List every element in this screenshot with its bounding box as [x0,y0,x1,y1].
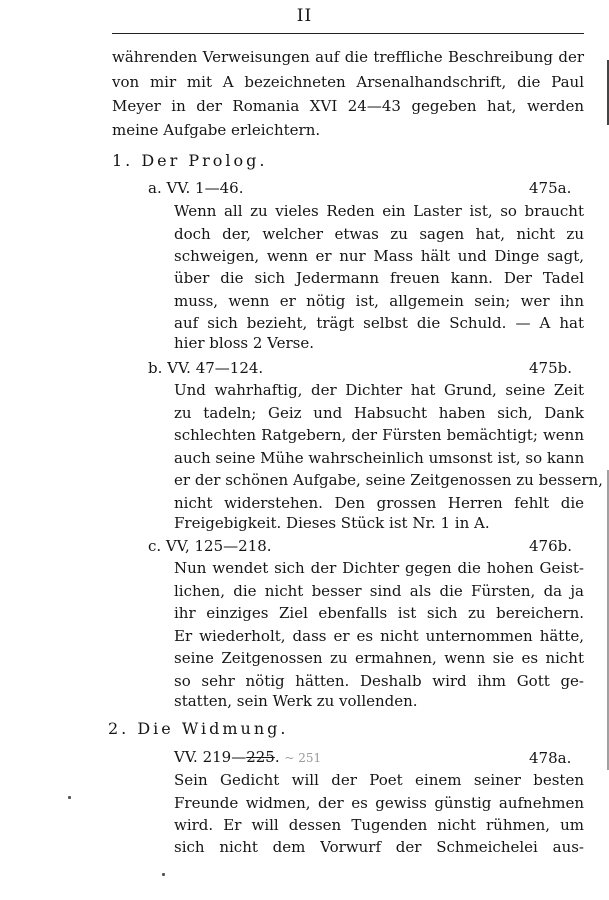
item-b-line: schlechten Ratgebern, der Fürsten bemächtigt; wenn [174,426,584,444]
dedication-ref: 478a. [529,749,572,767]
item-c-ref: 476b. [529,537,573,555]
item-b-line: zu tadeln; Geiz und Habsucht haben sich, Dank [174,404,584,422]
item-b-line: Und wahrhaftig, der Dichter hat Grund, seine Zeit [174,381,584,399]
dedication-line: wird. Er will dessen Tugenden nicht rühmen, um [174,816,584,834]
item-a-line: über die sich Jedermann freuen kann. Der Tadel [174,269,584,287]
dedication-verse-label [174,747,321,768]
dedication-line: Freunde widmen, der es gewiss günstig aufnehmen [174,794,584,812]
verse-range-dot: . [274,748,280,766]
item-b-line: er der schönen Aufgabe, seine Zeitgenossen zu bessern, [174,471,603,489]
scan-speck [162,873,165,876]
item-b-label: b. VV. 47—124. [148,359,264,377]
pencil-correction: ~ 251 [284,751,322,765]
dedication-line: Sein Gedicht will der Poet einem seiner besten [174,771,584,789]
page-number: II [296,6,313,26]
item-c-line: Nun wendet sich der Dichter gegen die hohen Geist- [174,559,584,577]
item-a-line: Wenn all zu vieles Reden ein Laster ist, so braucht [174,202,584,220]
item-c-line: lichen, die nicht besser sind als die Fürsten, da ja [174,582,584,600]
section-heading-dedication: 2. Die Widmung. [108,719,289,738]
item-c-line: Er wiederholt, dass er es nicht unternommen hätte, [174,627,584,645]
header-rule [112,33,584,34]
section-heading-prologue: 1. Der Prolog. [112,151,268,170]
item-c-line: statten, sein Werk zu vollenden. [174,692,418,710]
item-a-line: hier bloss 2 Verse. [174,334,315,352]
intro-line: Meyer in der Romania XVI 24—43 gegeben hat, werden [112,97,584,115]
scan-speck [68,796,71,799]
item-b-line: Freigebigkeit. Dieses Stück ist Nr. 1 in A. [174,514,490,532]
item-b-line: auch seine Mühe wahrscheinlich umsonst ist, so kann [174,449,585,467]
item-a-line: auf sich bezieht, trägt selbst die Schuld. — A hat [174,314,584,332]
intro-line: währenden Verweisungen auf die treffliche Beschreibung der [112,48,584,66]
item-c-line: so sehr nötig hätten. Deshalb wird ihm Gott ge- [174,672,584,690]
item-c-label: c. VV, 125—218. [148,537,272,555]
item-a-line: schweigen, wenn er nur Mass hält und Dinge sagt, [174,247,584,265]
item-a-line: muss, wenn er nötig ist, allgemein sein; wer ihn [174,292,584,310]
verse-range-start: VV. 219— [174,748,247,766]
item-c-line: seine Zeitgenossen zu ermahnen, wenn sie es nicht [174,649,584,667]
item-a-label: a. VV. 1—46. [148,179,244,197]
intro-line: von mir mit A bezeichneten Arsenalhandschrift, die Paul [112,73,584,91]
item-a-ref: 475a. [529,179,572,197]
intro-line: meine Aufgabe erleichtern. [112,121,321,139]
item-a-line: doch der, welcher etwas zu sagen hat, nicht zu [174,225,584,243]
item-b-line: nicht widerstehen. Den grossen Herren fehlt die [174,494,584,512]
item-b-ref: 475b. [529,359,573,377]
dedication-line: sich nicht dem Vorwurf der Schmeichelei aus- [174,838,584,856]
item-c-line: ihr einziges Ziel ebenfalls ist sich zu bereichern. [174,604,584,622]
verse-range-struck: 225 [246,748,275,766]
